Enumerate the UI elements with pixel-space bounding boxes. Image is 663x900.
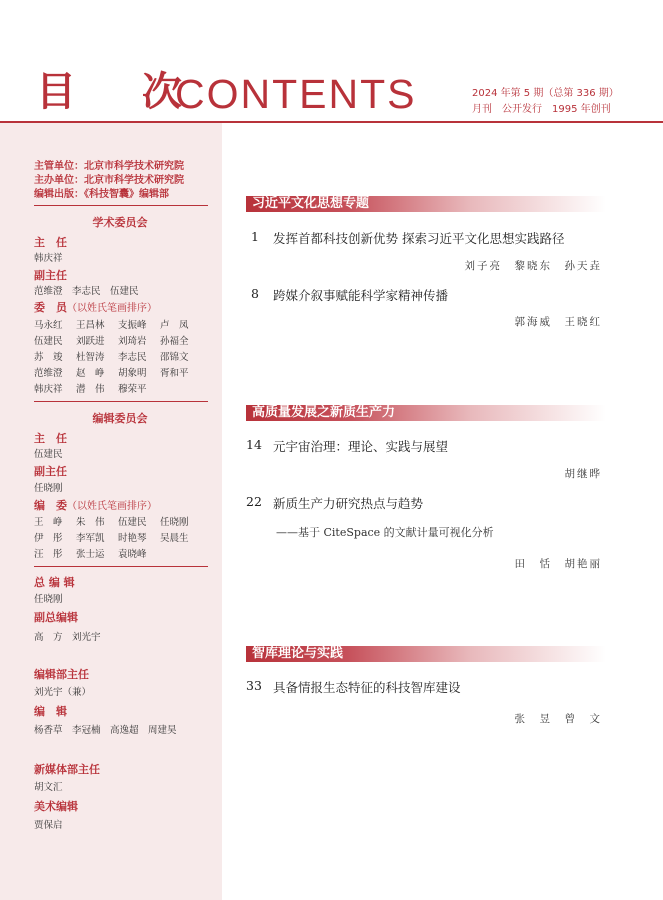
article-authors: 郭海威 王晓红 [514,316,602,328]
article-title[interactable]: 具备情报生态特征的科技智库建设 [273,680,461,695]
academic-committee-heading: 学术委员会 [92,216,148,229]
issue-info: 2024 年第 5 期（总第 336 期） [472,88,619,99]
editors: 杨香草 李冠楠 高逸超 周建昊 [34,725,177,736]
chief-editor: 任晓刚 [34,594,63,605]
new-media-director: 胡文汇 [34,782,63,793]
org-publisher: 编辑出版：《科技智囊》编辑部 [34,189,169,200]
section-title: 高质量发展之新质生产力 [252,405,396,420]
art-editor: 贾保启 [34,820,63,831]
academic-director-label: 主 任 [34,236,67,249]
article-title[interactable]: 跨媒介叙事赋能科学家精神传播 [273,288,449,303]
article-page-number: 8 [251,286,259,301]
sidebar-divider [34,566,208,567]
article-page-number: 1 [251,229,259,244]
org-sponsor-supervisor: 主管单位：北京市科学技术研究院 [34,161,184,172]
academic-deputy-label: 副主任 [34,269,67,282]
academic-members-row: 马永红 王昌林 支振峰 卢 凤 [34,320,189,331]
editorial-members-row: 伊 彤 李军凯 时艳琴 吴晨生 [34,533,189,544]
art-editor-label: 美术编辑 [34,800,78,813]
page-header [0,0,663,125]
editorial-committee-heading: 编辑委员会 [92,412,148,425]
article-title[interactable]: 发挥首都科技创新优势 探索习近平文化思想实践路径 [273,231,565,246]
academic-director: 韩庆祥 [34,253,63,264]
article-authors: 刘子亮 黎晓东 孙天垚 [464,260,602,272]
dept-director-label: 编辑部主任 [34,668,89,681]
editorial-deputy-label: 副主任 [34,465,67,478]
sidebar-divider [34,401,208,402]
contents-title-en: CONTENTS [175,71,417,117]
contents-title-cn: 目 次 [36,69,208,115]
article-page-number: 22 [246,494,262,509]
editorial-director-label: 主 任 [34,432,67,445]
section-header [246,646,606,662]
section-title: 智库理论与实践 [252,646,344,661]
new-media-director-label: 新媒体部主任 [34,763,100,776]
sidebar-divider [34,205,208,206]
article-title[interactable]: 新质生产力研究热点与趋势 [273,496,424,511]
section-title: 习近平文化思想专题 [252,196,370,211]
deputy-chief-editor: 高 方 刘光宇 [34,632,101,643]
editorial-members-label: 编 委（以姓氏笔画排序） [34,499,157,512]
article-subtitle: ——基于 CiteSpace 的文献计量可视化分析 [276,526,494,539]
academic-members-row: 韩庆祥 潜 伟 穆荣平 [34,384,147,395]
academic-deputies: 范维澄 李志民 伍建民 [34,286,139,297]
org-sponsor-host: 主办单位：北京市科学技术研究院 [34,175,184,186]
article-authors: 田 恬 胡艳丽 [514,558,602,570]
academic-members-row: 伍建民 刘跃进 刘琦岩 孙福全 [34,336,189,347]
academic-members-label: 委 员（以姓氏笔画排序） [34,301,157,314]
article-authors: 胡继晔 [564,468,602,480]
article-title[interactable]: 元宇宙治理：理论、实践与展望 [273,439,449,454]
section-header [246,196,606,212]
article-authors: 张 昱 曾 文 [514,713,602,725]
article-page-number: 14 [246,437,262,452]
editorial-director: 伍建民 [34,449,63,460]
editorial-deputy: 任晓刚 [34,483,63,494]
editorial-members-row: 汪 彤 张士运 袁晓峰 [34,549,147,560]
academic-members-row: 范维澄 赵 峥 胡象明 胥和平 [34,368,189,379]
section-header [246,405,606,421]
deputy-chief-editor-label: 副总编辑 [34,611,78,624]
dept-director: 刘光宇（兼） [34,687,92,698]
chief-editor-label: 总 编 辑 [34,576,75,589]
masthead-sidebar [0,123,222,900]
article-page-number: 33 [246,678,262,693]
publication-info: 月刊 公开发行 1995 年创刊 [472,104,611,115]
academic-members-row: 苏 竣 杜智涛 李志民 邵锦文 [34,352,189,363]
editors-label: 编 辑 [34,705,67,718]
editorial-members-row: 王 峥 朱 伟 伍建民 任晓刚 [34,517,189,528]
